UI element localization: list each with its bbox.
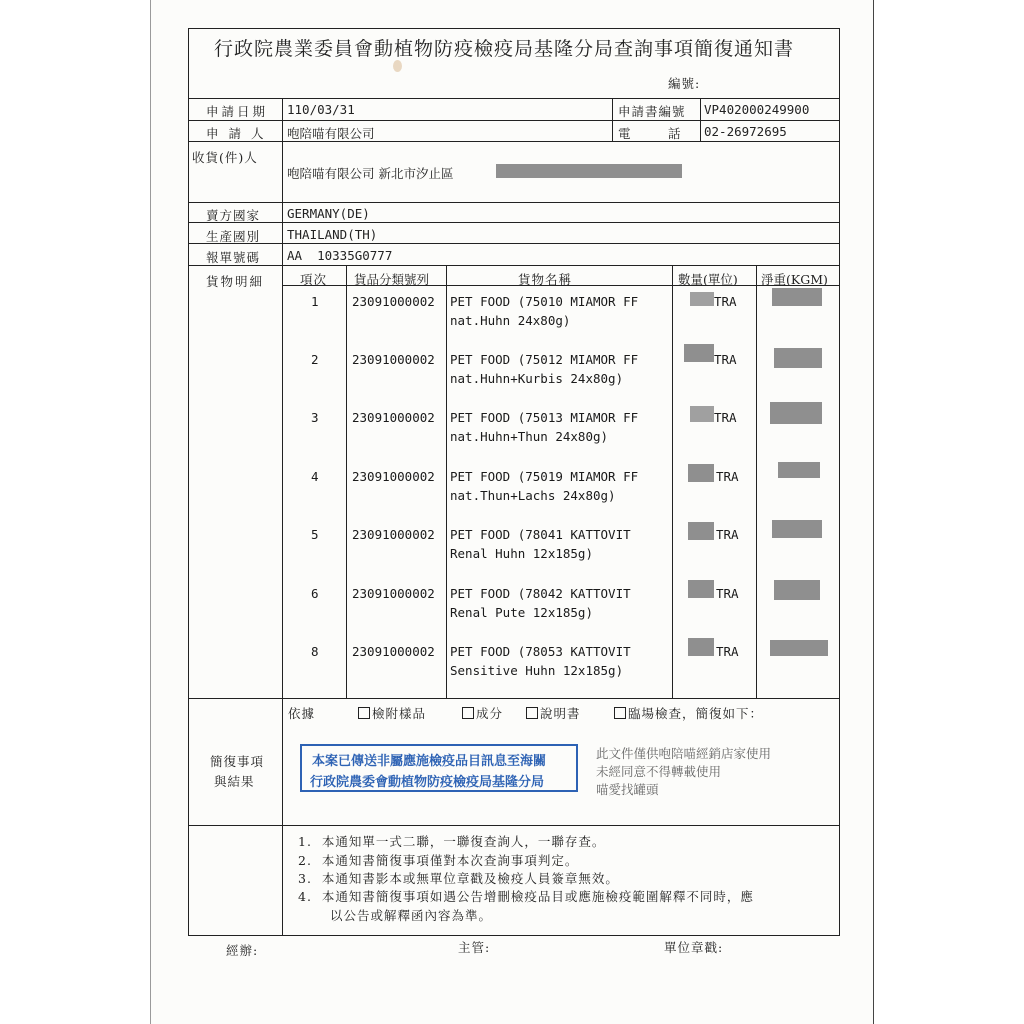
redacted-weight (774, 348, 822, 368)
column-net-weight: 淨重(KGM) (761, 272, 828, 287)
serial-label: 編號: (668, 76, 701, 91)
item-no: 3 (311, 410, 319, 425)
goods-name-line1: PET FOOD (75012 MIAMOR FF (450, 352, 639, 367)
note-1: 1. 本通知單一式二聯，一聯復查詢人，一聯存查。 (298, 834, 606, 849)
redacted-quantity (688, 638, 714, 656)
application-number-label: 申請書編號 (618, 104, 686, 119)
consignee-value: 咆陪喵有限公司 新北市汐止區 (287, 166, 454, 181)
item-no: 2 (311, 352, 319, 367)
goods-name-line2: Renal Huhn 12x185g) (450, 546, 593, 561)
redacted-weight (770, 402, 822, 424)
redacted-weight (772, 288, 822, 306)
column-quantity: 數量(單位) (678, 272, 738, 287)
watermark-line-3: 喵愛找罐頭 (596, 782, 659, 797)
tariff-code: 23091000002 (352, 352, 435, 367)
basis-label: 依據 (288, 706, 316, 721)
onsite-checkbox (614, 707, 626, 719)
applicant-value: 咆陪喵有限公司 (287, 126, 375, 141)
check-onsite-text: 臨場檢查，簡復如下： (628, 706, 764, 721)
tariff-code: 23091000002 (352, 586, 435, 601)
goods-name-line2: Sensitive Huhn 12x185g) (450, 663, 624, 678)
goods-name-line2: nat.Thun+Lachs 24x80g) (450, 488, 616, 503)
redacted-quantity (684, 344, 714, 362)
application-number-value: VP402000249900 (704, 102, 810, 117)
item-no: 6 (311, 586, 319, 601)
column-goods-name: 貨物名稱 (518, 272, 573, 287)
redacted-weight (778, 462, 820, 478)
goods-name-line1: PET FOOD (78041 KATTOVIT (450, 527, 631, 542)
consignee-label: 收貨(件)人 (192, 150, 258, 165)
item-no: 8 (311, 644, 319, 659)
goods-detail-label: 貨物明細 (206, 274, 265, 289)
stamp-line-1: 本案已傳送非屬應施檢疫品目訊息至海關 (312, 754, 547, 769)
phone-label: 電 話 (618, 126, 681, 141)
unit-stamp-label: 單位章戳: (664, 940, 724, 955)
quantity-unit: TRA (714, 410, 737, 425)
reply-section-label-1: 簡復事項 (210, 754, 265, 769)
apply-date-value: 110/03/31 (287, 102, 355, 117)
column-item-no: 項次 (300, 272, 328, 287)
goods-name-line2: nat.Huhn+Kurbis 24x80g) (450, 371, 624, 386)
tariff-code: 23091000002 (352, 644, 435, 659)
goods-name-line1: PET FOOD (75010 MIAMOR FF (450, 294, 639, 309)
watermark-line-1: 此文件僅供咆陪喵經銷店家使用 (596, 746, 772, 761)
redacted-quantity (690, 406, 714, 422)
goods-name-line2: nat.Huhn 24x80g) (450, 313, 571, 328)
phone-value: 02-26972695 (704, 124, 787, 139)
declaration-number-label: 報單號碼 (206, 250, 261, 265)
tariff-code: 23091000002 (352, 527, 435, 542)
item-no: 5 (311, 527, 319, 542)
check-manual-text: 說明書 (540, 706, 581, 721)
document-title: 行政院農業委員會動植物防疫檢疫局基隆分局查詢事項簡復通知書 (214, 38, 795, 60)
note-4-continued: 以公告或解釋函內容為準。 (330, 908, 493, 923)
seller-country-value: GERMANY(DE) (287, 206, 370, 221)
quantity-unit: TRA (716, 469, 739, 484)
redacted-quantity (688, 522, 714, 540)
declaration-number-value: AA 10335G0777 (287, 248, 393, 263)
apply-date-label: 申請日期 (206, 104, 269, 119)
manual-checkbox (526, 707, 538, 719)
supervisor-label: 主管: (458, 940, 491, 955)
note-2: 2. 本通知書簡復事項僅對本次查詢事項判定。 (298, 853, 579, 868)
tariff-code: 23091000002 (352, 410, 435, 425)
goods-name-line1: PET FOOD (78053 KATTOVIT (450, 644, 631, 659)
quantity-unit: TRA (716, 644, 739, 659)
item-no: 4 (311, 469, 319, 484)
origin-country-value: THAILAND(TH) (287, 227, 378, 242)
quantity-unit: TRA (714, 352, 737, 367)
goods-name-line2: Renal Pute 12x185g) (450, 605, 593, 620)
quantity-unit: TRA (716, 527, 739, 542)
check-sample-text: 檢附樣品 (372, 706, 427, 721)
seller-country-label: 賣方國家 (206, 208, 261, 223)
official-stamp (300, 744, 578, 792)
check-ingredients-text: 成分 (476, 706, 504, 721)
goods-name-line1: PET FOOD (75013 MIAMOR FF (450, 410, 639, 425)
applicant-label: 申 請 人 (206, 126, 267, 141)
origin-country-label: 生產國別 (206, 229, 261, 244)
redacted-weight (772, 520, 822, 538)
check-manual (526, 704, 581, 722)
redacted-address (496, 164, 682, 178)
tariff-code: 23091000002 (352, 294, 435, 309)
redacted-weight (774, 580, 820, 600)
column-tariff-code: 貨品分類號列 (354, 272, 430, 287)
handler-label: 經辦: (226, 943, 259, 958)
item-no: 1 (311, 294, 319, 309)
redacted-quantity (688, 580, 714, 598)
sample-checkbox (358, 707, 370, 719)
redacted-quantity (690, 292, 714, 306)
check-onsite (614, 704, 763, 722)
ingredients-checkbox (462, 707, 474, 719)
watermark-line-2: 未經同意不得轉載使用 (596, 764, 722, 779)
tariff-code: 23091000002 (352, 469, 435, 484)
note-3: 3. 本通知書影本或無單位章戳及檢疫人員簽章無效。 (298, 871, 619, 886)
check-ingredients (462, 704, 503, 722)
quantity-unit: TRA (714, 294, 737, 309)
goods-name-line2: nat.Huhn+Thun 24x80g) (450, 429, 609, 444)
note-4: 4. 本通知書簡復事項如遇公告增刪檢疫品目或應施檢疫範圍解釋不同時，應 (298, 889, 754, 904)
goods-name-line1: PET FOOD (75019 MIAMOR FF (450, 469, 639, 484)
stamp-line-2: 行政院農委會動植物防疫檢疫局基隆分局 (310, 775, 545, 790)
reply-section-label-2: 與結果 (214, 774, 255, 789)
goods-name-line1: PET FOOD (78042 KATTOVIT (450, 586, 631, 601)
redacted-quantity (688, 464, 714, 482)
quantity-unit: TRA (716, 586, 739, 601)
redacted-weight (770, 640, 828, 656)
check-sample (358, 704, 426, 722)
